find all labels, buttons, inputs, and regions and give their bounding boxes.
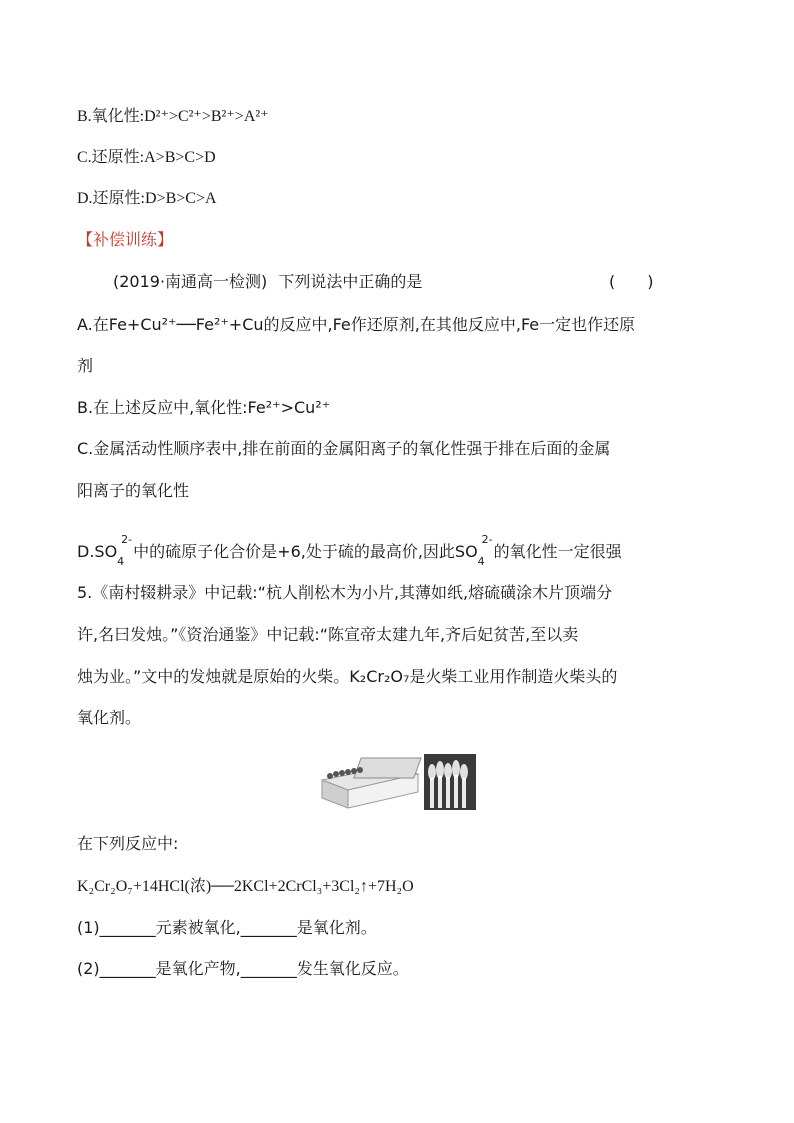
q5-line3: 烛为业。”文中的发烛就是原始的火柴。K₂Cr₂O₇是火柴工业用作制造火柴头的 bbox=[77, 667, 618, 686]
reaction-equation: K₂Cr₂O₇+14HCl(浓)──2KCl+2CrCl₃+3Cl₂↑+7H₂O bbox=[77, 878, 414, 895]
q5-line1: 5.《南村辍耕录》中记载:“杭人削松木为小片,其薄如纸,熔硫磺涂木片顶端分 bbox=[77, 583, 613, 602]
matches-image bbox=[320, 750, 480, 812]
subquestion-1: (1)_______元素被氧化,_______是氧化剂。 bbox=[77, 918, 377, 937]
option-d-prefix: D.SO bbox=[77, 542, 118, 561]
question-stem: 下列说法中正确的是 bbox=[278, 272, 423, 291]
sulfate-ion-label bbox=[117, 533, 133, 568]
option-a-line1: A.在Fe+Cu²⁺──Fe²⁺+Cu的反应中,Fe作还原剂,在其他反应中,Fe一定也作还原 bbox=[77, 315, 636, 334]
question-stem-line bbox=[113, 271, 422, 293]
option-c: C.还原性:A>B>C>D bbox=[77, 149, 216, 166]
subquestion-2: (2)_______是氧化产物,_______发生氧化反应。 bbox=[77, 959, 409, 978]
option-c-line1: C.金属活动性顺序表中,排在前面的金属阳离子的氧化性强于排在后面的金属 bbox=[77, 439, 611, 458]
option-c-line2: 阳离子的氧化性 bbox=[77, 481, 190, 500]
q5-line4: 氧化剂。 bbox=[77, 708, 142, 727]
option-d-suffix: 的氧化性一定很强 bbox=[493, 542, 622, 561]
option-b: B.氧化性:D²⁺>C²⁺>B²⁺>A²⁺ bbox=[77, 108, 269, 125]
option-b-question: B.在上述反应中,氧化性:Fe²⁺>Cu²⁺ bbox=[77, 398, 331, 417]
sulfate-ion-label-2: 2- 4 bbox=[477, 533, 493, 568]
section-heading: 【补偿训练】 bbox=[77, 230, 174, 249]
option-d-mid: 中的硫原子化合价是+6,处于硫的最高价,因此SO bbox=[133, 542, 478, 561]
reaction-intro: 在下列反应中: bbox=[77, 834, 179, 853]
ion-charge: 2- bbox=[121, 533, 133, 546]
option-d-question bbox=[77, 533, 622, 568]
answer-paren: ( ) bbox=[609, 272, 654, 291]
option-a-line2: 剂 bbox=[77, 356, 94, 375]
ion-subscript: 4 bbox=[117, 555, 125, 568]
question-source: (2019·南通高一检测) bbox=[113, 272, 268, 291]
q5-line2: 许,名曰发烛。”《资治通鉴》中记载:“陈宣帝太建九年,齐后妃贫苦,至以卖 bbox=[77, 625, 579, 644]
option-d: D.还原性:D>B>C>A bbox=[77, 190, 217, 207]
